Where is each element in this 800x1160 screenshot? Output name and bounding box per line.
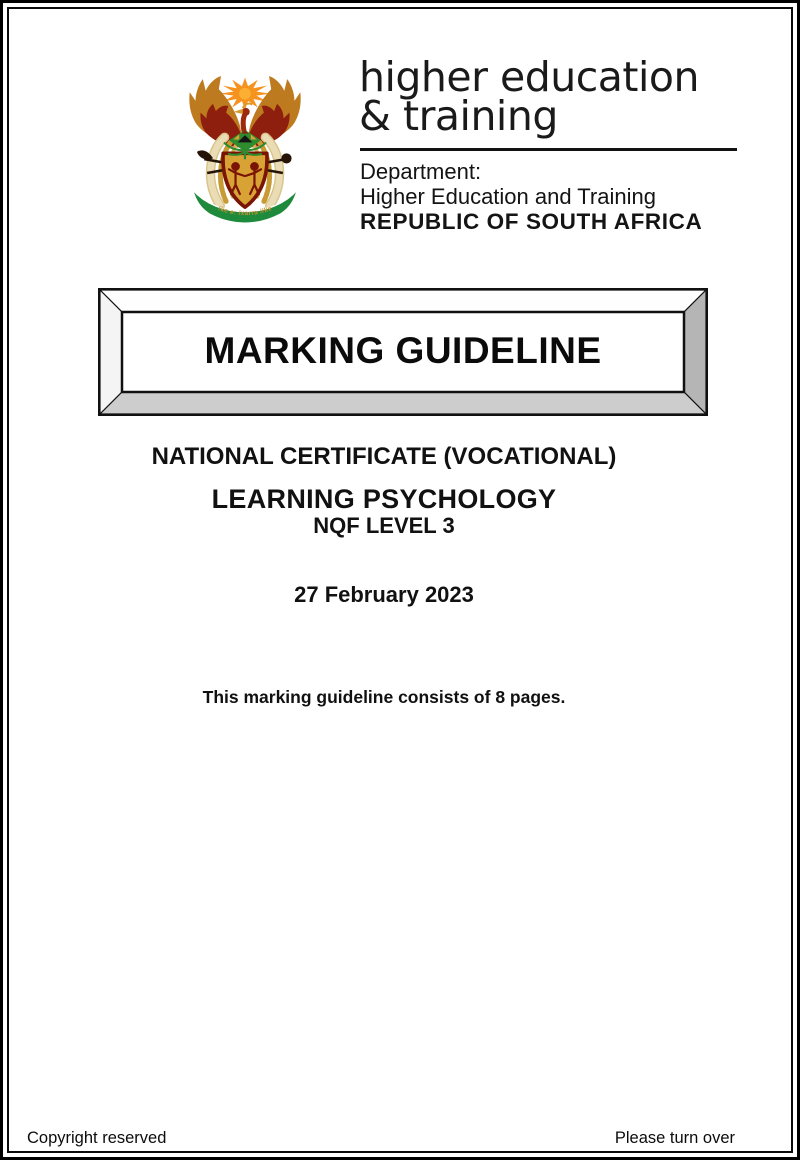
exam-date: 27 February 2023 xyxy=(294,582,474,607)
wordmark-line1: higher education xyxy=(359,53,699,101)
shield-icon xyxy=(223,153,267,207)
certificate-heading: NATIONAL CERTIFICATE (VOCATIONAL) xyxy=(151,443,617,470)
country-name: REPUBLIC OF SOUTH AFRICA xyxy=(360,209,703,234)
department-label: Department: xyxy=(360,159,482,184)
department-name: Higher Education and Training xyxy=(360,184,656,209)
coat-of-arms-logo xyxy=(172,66,318,237)
logo-divider xyxy=(360,148,737,151)
dept-wordmark xyxy=(359,53,699,140)
nqf-level-heading: NQF LEVEL 3 xyxy=(313,513,455,538)
department-block xyxy=(360,159,702,234)
marking-guideline-box xyxy=(98,288,708,416)
emblem-motto-text: !ke e: /xarra //ke xyxy=(216,205,274,218)
page-title: MARKING GUIDELINE xyxy=(204,330,602,371)
footer-copyright: Copyright reserved xyxy=(27,1129,167,1147)
subject-heading: LEARNING PSYCHOLOGY xyxy=(211,484,557,514)
wordmark-line2: & training xyxy=(359,92,558,140)
pages-note: This marking guideline consists of 8 pages. xyxy=(202,687,566,707)
footer-turn-over: Please turn over xyxy=(614,1129,735,1147)
